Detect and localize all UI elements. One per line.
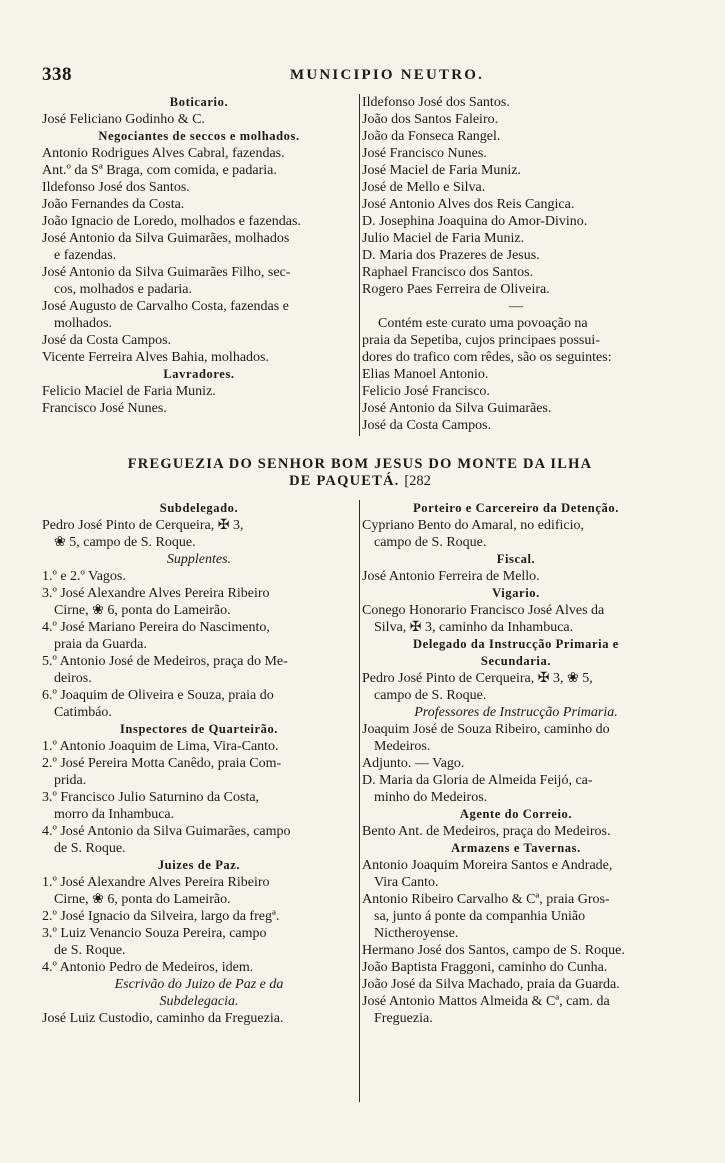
directory-entry: José Luiz Custodio, caminho da Freguezia. [42,1011,284,1026]
entry-continuation: e fazendas. [54,248,117,263]
entry-continuation: Silva, ✠ 3, caminho da Inhambuca. [374,620,574,635]
page-header [42,64,670,86]
entry-continuation: cos, molhados e padaria. [54,282,193,297]
paragraph-line: dores do trafico com rêdes, são os seguintes: [362,350,612,365]
parish-title-line-1: FREGUEZIA DO SENHOR BOM JESUS DO MONTE DA ILHA [127,456,593,472]
directory-entry: José Antonio Ferreira de Mello. [362,569,540,584]
top-right-column [362,94,670,434]
parish-page-reference: [282 [404,473,431,489]
entry-continuation: Cirne, ❀ 6, ponta do Lameirão. [54,892,231,907]
directory-entry: Antonio Joaquim Moreira Santos e Andrade, [362,858,613,873]
directory-entry: João dos Santos Faleiro. [362,112,499,127]
section-heading: Juizes de Paz. [157,858,241,872]
section-heading: Lavradores. [163,367,235,381]
directory-entry: Conego Honorario Francisco José Alves da [362,603,605,618]
directory-entry: 1.º Antonio Joaquim de Lima, Vira-Canto. [42,739,279,754]
top-column-divider [359,94,360,436]
directory-entry: João da Fonseca Rangel. [362,129,501,144]
entry-continuation: de S. Roque. [54,943,126,958]
separator-dash: — [509,299,523,314]
entry-continuation: sa, junto á ponte da companhia União [374,909,586,924]
entry-continuation: ❀ 5, campo de S. Roque. [54,535,196,550]
section-heading: Boticario. [169,95,229,109]
directory-entry: Pedro José Pinto de Cerqueira, ✠ 3, ❀ 5, [362,671,593,686]
section-heading: Negociantes de seccos e molhados. [98,129,300,143]
directory-entry: José Francisco Nunes. [362,146,487,161]
parish-title-line-2 [60,473,660,490]
directory-entry: 3.º Luiz Venancio Souza Pereira, campo [42,926,267,941]
entry-continuation: Freguezia. [374,1011,433,1026]
directory-entry: Antonio Rodrigues Alves Cabral, fazendas. [42,146,285,161]
section-heading: Subdelegado. [159,501,239,515]
directory-entry: Raphael Francisco dos Santos. [362,265,534,280]
bottom-right-column [362,500,670,1027]
directory-entry: José Antonio da Silva Guimarães, molhados [42,231,290,246]
directory-entry: 1.º José Alexandre Alves Pereira Ribeiro [42,875,270,890]
section-heading: Fiscal. [496,552,536,566]
directory-entry: Felicio Maciel de Faria Muniz. [42,384,216,399]
directory-entry: José de Mello e Silva. [362,180,486,195]
directory-entry: Joaquim José de Souza Ribeiro, caminho do [362,722,610,737]
entry-continuation: deiros. [54,671,92,686]
directory-entry: 4.º José Mariano Pereira do Nascimento, [42,620,270,635]
directory-entry: Felicio José Francisco. [362,384,490,399]
paragraph-line: praia da Sepetiba, cujos principaes possui- [362,333,600,348]
page-number: 338 [42,64,72,85]
italic-heading: Subdelegacia. [159,994,239,1009]
directory-entry: João Baptista Fraggoni, caminho do Cunha. [362,960,608,975]
directory-entry: Adjunto. — Vago. [362,756,465,771]
entry-continuation: minho do Medeiros. [374,790,488,805]
directory-entry: 5.º Antonio José de Medeiros, praça do Me- [42,654,288,669]
italic-heading: Supplentes. [166,552,232,567]
directory-entry: José Antonio da Silva Guimarães. [362,401,552,416]
directory-entry: João José da Silva Machado, praia da Guarda. [362,977,620,992]
directory-entry: Rogero Paes Ferreira de Oliveira. [362,282,550,297]
directory-entry: 6.º Joaquim de Oliveira e Souza, praia do [42,688,274,703]
paragraph-line: Contém este curato uma povoação na [378,316,588,331]
directory-entry: Ant.º da Sª Braga, com comida, e padaria. [42,163,277,178]
directory-entry: José Augusto de Carvalho Costa, fazendas e [42,299,289,314]
section-heading: Armazens e Tavernas. [451,841,581,855]
bottom-left-column [42,500,356,1027]
directory-entry: Cypriano Bento do Amaral, no edificio, [362,518,585,533]
directory-entry: 3.º Francisco Julio Saturnino da Costa, [42,790,260,805]
entry-continuation: prida. [54,773,87,788]
bottom-column-divider [359,500,360,1102]
directory-entry: 1.º e 2.º Vagos. [42,569,126,584]
entry-continuation: Nictheroyense. [374,926,459,941]
directory-entry: José da Costa Campos. [42,333,172,348]
directory-entry: Francisco José Nunes. [42,401,167,416]
entry-continuation: praia da Guarda. [54,637,147,652]
directory-entry: Hermano José dos Santos, campo de S. Roque. [362,943,625,958]
directory-entry: José Feliciano Godinho & C. [42,112,205,127]
directory-entry: 2.º José Ignacio da Silveira, largo da fregª. [42,909,280,924]
section-heading: Porteiro e Carcereiro da Detenção. [413,501,619,515]
directory-entry: José Antonio Alves dos Reis Cangica. [362,197,575,212]
directory-entry: 2.º José Pereira Motta Canêdo, praia Com- [42,756,282,771]
directory-entry: João Ignacio de Loredo, molhados e fazendas. [42,214,301,229]
entry-continuation: molhados. [54,316,112,331]
entry-continuation: morro da Inhambuca. [54,807,175,822]
directory-entry: Julio Maciel de Faria Muniz. [362,231,525,246]
directory-entry: João Fernandes da Costa. [42,197,185,212]
directory-entry: Ildefonso José dos Santos. [362,95,510,110]
section-heading: Inspectores de Quarteirão. [119,722,279,736]
section-heading: Delegado da Instrucção Primaria e [413,637,619,651]
directory-entry: 3.º José Alexandre Alves Pereira Ribeiro [42,586,270,601]
section-heading: Secundaria. [480,654,552,668]
directory-entry: Pedro José Pinto de Cerqueira, ✠ 3, [42,518,244,533]
parish-section-title [60,456,660,490]
entry-continuation: Vira Canto. [374,875,439,890]
parish-title-line-2-text: DE PAQUETÁ. [289,473,400,489]
directory-entry: D. Maria dos Prazeres de Jesus. [362,248,540,263]
directory-entry: José da Costa Campos. [362,418,492,433]
running-title: MUNICIPIO NEUTRO. [290,67,485,83]
directory-entry: 4.º Antonio Pedro de Medeiros, idem. [42,960,254,975]
directory-entry: José Antonio Mattos Almeida & Cª, cam. da [362,994,610,1009]
directory-entry: Vicente Ferreira Alves Bahia, molhados. [42,350,269,365]
entry-continuation: Catimbáo. [54,705,112,720]
top-left-column [42,94,356,417]
directory-entry: D. Josephina Joaquina do Amor-Divino. [362,214,588,229]
directory-entry: Ildefonso José dos Santos. [42,180,190,195]
entry-continuation: campo de S. Roque. [374,535,487,550]
directory-entry: 4.º José Antonio da Silva Guimarães, campo [42,824,291,839]
directory-entry: Elias Manoel Antonio. [362,367,489,382]
directory-entry: Bento Ant. de Medeiros, praça do Medeiros. [362,824,611,839]
section-heading: Agente do Correio. [459,807,573,821]
entry-continuation: campo de S. Roque. [374,688,487,703]
entry-continuation: Medeiros. [374,739,431,754]
section-heading: Vigario. [492,586,540,600]
directory-entry: D. Maria da Gloria de Almeida Feijó, ca- [362,773,593,788]
directory-entry: José Maciel de Faria Muniz. [362,163,522,178]
directory-entry: José Antonio da Silva Guimarães Filho, sec- [42,265,291,280]
italic-heading: Professores de Instrucção Primaria. [414,705,618,720]
directory-entry: Antonio Ribeiro Carvalho & Cª, praia Gros- [362,892,610,907]
italic-heading: Escrivão do Juizo de Paz e da [114,977,284,992]
entry-continuation: Cirne, ❀ 6, ponta do Lameirão. [54,603,231,618]
entry-continuation: de S. Roque. [54,841,126,856]
